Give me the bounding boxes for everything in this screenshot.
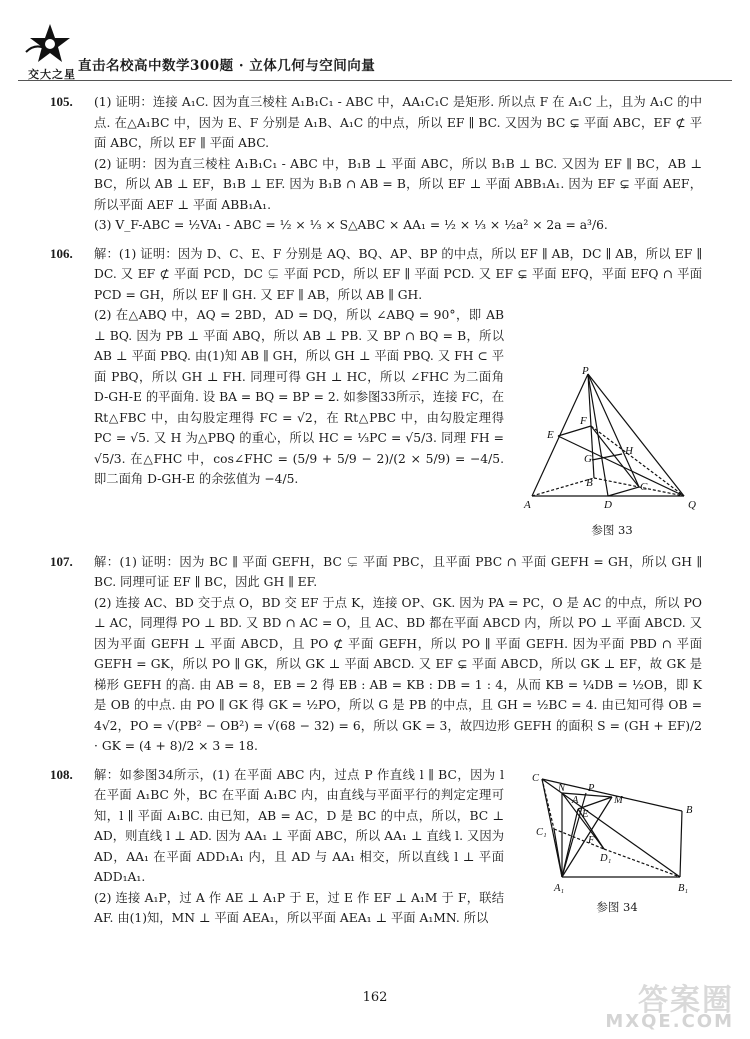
label-Q: Q xyxy=(688,498,696,511)
solutions-content xyxy=(50,92,702,937)
label-A1: A₁ xyxy=(554,882,565,893)
label-E: E xyxy=(582,808,589,820)
watermark-logo-text: 答案圈 xyxy=(638,983,734,1018)
solution-paragraph: (2) 证明：因为直三棱柱 A₁B₁C₁ - ABC 中，B₁B ⊥ 平面 ABC，所以 B₁B ⊥ BC. 又因为 EF ∥ BC，AB ⊥ BC，所以 AB ⊥ EF，B₁B ⊥ EF. 因为 B₁B ∩ AB = B，所以 EF ⊥ 平面 ABB₁A₁. 因为 EF ⊊ 平面 AEF，所以平面 AEF ⊥ 平面 ABB₁A₁. xyxy=(94,156,702,212)
solution-paragraph: 解：(1) 证明：因为 BC ∥ 平面 GEFH，BC ⊊ 平面 PBC，且平面 PBC ∩ 平面 GEFH = GH，所以 GH ∥ BC. 同理可证 EF ∥ BC，因此 GH ∥ EF. xyxy=(94,554,702,589)
figure-caption: 参图 34 xyxy=(596,899,638,914)
label-H: H xyxy=(625,444,633,457)
problem-number: 105. xyxy=(50,94,73,109)
problem-108 xyxy=(50,765,702,929)
label-B1: B₁ xyxy=(678,882,689,893)
label-D1: D₁ xyxy=(600,852,612,864)
solution-paragraph: (1) 证明：连接 A₁C. 因为直三棱柱 A₁B₁C₁ - ABC 中，AA₁C₁C 是矩形. 所以点 F 在 A₁C 上，且为 A₁C 的中点. 在△A₁BC 中，因为 E、F 分别是 A₁B、A₁C 的中点，所以 EF ∥ BC. 又因为 BC ⊊ 平面 ABC，EF ⊄ 平面 ABC，所以 EF ∥ 平面 ABC. xyxy=(94,95,702,150)
figure-34 xyxy=(532,773,702,918)
solution-paragraph: 解：如参图34所示，(1) 在平面 ABC 内，过点 P 作直线 l ∥ BC，因为 l 在平面 A₁BC 外，BC 在平面 A₁BC 内，由直线与平面平行的判定定理可知，l ∥ 平面 A₁BC. 由已知，AB = AC，D 是 BC 的中点，所以，BC ⊥ AD，则直线 l ⊥ AD. 因为 AA₁ ⊥ 平面 ABC，所以 AA₁ ⊥ 直线 l. 又因为 AD，AA₁ 在平面 ADD₁A₁ 内，且 AD 与 AA₁ 相交，所以直线 l ⊥ 平面 ADD₁A₁. xyxy=(94,767,504,884)
label-P: P xyxy=(588,782,595,794)
problem-number: 108. xyxy=(50,766,73,782)
label-E: E xyxy=(547,428,554,441)
watermark-url: MXQE.COM xyxy=(605,1011,734,1032)
problem-105 xyxy=(50,92,702,236)
label-F: F xyxy=(580,414,587,427)
solution-paragraph: (3) V_F-ABC = ½VA₁ - ABC = ½ × ⅓ × S△ABC × AA₁ = ½ × ⅓ × ½a² × 2a = a³/6. xyxy=(94,218,608,232)
label-P: P xyxy=(582,365,589,377)
figure-caption: 参图 33 xyxy=(591,522,633,537)
label-B: B xyxy=(686,804,693,816)
problem-number: 106. xyxy=(50,245,73,261)
label-B: B xyxy=(586,476,593,489)
pyramid-diagram xyxy=(522,366,702,516)
label-C: C xyxy=(532,772,540,784)
label-A: A xyxy=(572,794,579,806)
label-N: N xyxy=(558,782,566,794)
solution-paragraph: (2) 在△ABQ 中，AQ = 2BD，AD = DQ，所以 ∠ABQ = 90°，即 AB ⊥ BQ. 因为 PB ⊥ 平面 ABQ，所以 AB ⊥ PB. 又 BP ∩ BQ = B，所以 AB ⊥ 平面 PBQ. 由(1)知 AB ∥ GH，所以 GH ⊥ 平面 PBQ. 又 FH ⊂ 平面 PBQ，所以 GH ⊥ FH. 同理可得 GH ⊥ HC，所以 ∠FHC 为二面角 D-GH-E 的平面角. 设 BA = BQ = BP = 2. 如参图33所示，连接 FC，在 Rt△FBC 中，由勾股定理得 FC = √2，在 Rt△PBC 中，由勾股定理得 PC = √5. 又 H 为△PBQ 的重心，所以 HC = ⅓PC = √5/3. 同理 FH = √5/3. 在△FHC 中，cos∠FHC = (5/9 + 5/9 − 2)/(2 × 5/9) = −4/5. 即二面角 D-GH-E 的余弦值为 −4/5. xyxy=(94,308,504,486)
solution-paragraph: (2) 连接 A₁P，过 A 作 AE ⊥ A₁P 于 E，过 E 作 EF ⊥ A₁M 于 F，联结 AF. 由(1)知，MN ⊥ 平面 AEA₁，所以平面 AEA₁ ⊥ 平面 A₁MN. 所以 xyxy=(94,890,504,925)
problem-106 xyxy=(50,244,702,544)
label-M: M xyxy=(614,794,623,806)
label-C1: C₁ xyxy=(536,826,547,838)
label-C: C xyxy=(640,480,648,493)
solution-paragraph: 解：(1) 证明：因为 D、C、E、F 分别是 AQ、BQ、AP、BP 的中点，所以 EF ∥ AB，DC ∥ AB，所以 EF ∥ DC. 又 EF ⊄ 平面 PCD，DC ⊊ 平面 PCD，所以 EF ∥ 平面 PCD. 又 EF ⊊ 平面 EFQ，平面 EFQ ∩ 平面 PCD = GH，所以 EF ∥ GH. 又 EF ∥ AB，所以 AB ∥ GH. xyxy=(94,246,702,302)
problem-number: 107. xyxy=(50,553,73,569)
label-F: F xyxy=(588,834,595,846)
label-A: A xyxy=(524,498,531,511)
page-header xyxy=(18,18,732,81)
figure-33 xyxy=(522,366,702,541)
label-D: D xyxy=(604,498,612,511)
watermark xyxy=(590,975,740,1035)
prism-diagram xyxy=(532,773,702,893)
book-title: 直击名校高中数学300题 · 立体几何与空间向量 xyxy=(78,58,376,74)
logo-text: 交大之星 xyxy=(28,68,76,81)
page-number: 162 xyxy=(362,990,388,1005)
label-G: G xyxy=(584,452,592,465)
solution-paragraph: (2) 连接 AC、BD 交于点 O，BD 交 EF 于点 K，连接 OP、GK. 因为 PA = PC，O 是 AC 的中点，所以 PO ⊥ AC，同理得 PO ⊥ BD. 又 BD ∩ AC = O，且 AC、BD 都在平面 ABCD 内，所以 PO ⊥ 平面 ABCD. 又因为平面 GEFH ⊥ 平面 ABCD，且 PO ⊄ 平面 GEFH，所以 PO ∥ 平面 GEFH. 因为平面 PBD ∩ 平面 GEFH = GK，所以 PO ∥ GK，所以 GK ⊥ 平面 ABCD. 又 EF ⊊ 平面 ABCD，所以 GK ⊥ EF，故 GK 是梯形 GEFH 的高. 由 AB = 8，EB = 2 得 EB : AB = KB : DB = 1 : 4，从而 KB = ¼DB = ½OB，即 K 是 OB 的中点. 由 PO ∥ GK 得 GK = ½PO，所以 G 是 PB 的中点，且 GH = ½BC = 4. 由已知可得 OB = 4√2，PO = √(PB² − OB²) = √(68 − 32) = 6，所以 GK = 3，故四边形 GEFH 的面积 S = (GH + EF)/2 · GK = (4 + 8)/2 × 3 = 18. xyxy=(94,595,702,753)
star-logo-icon xyxy=(22,22,80,81)
problem-107 xyxy=(50,552,702,757)
